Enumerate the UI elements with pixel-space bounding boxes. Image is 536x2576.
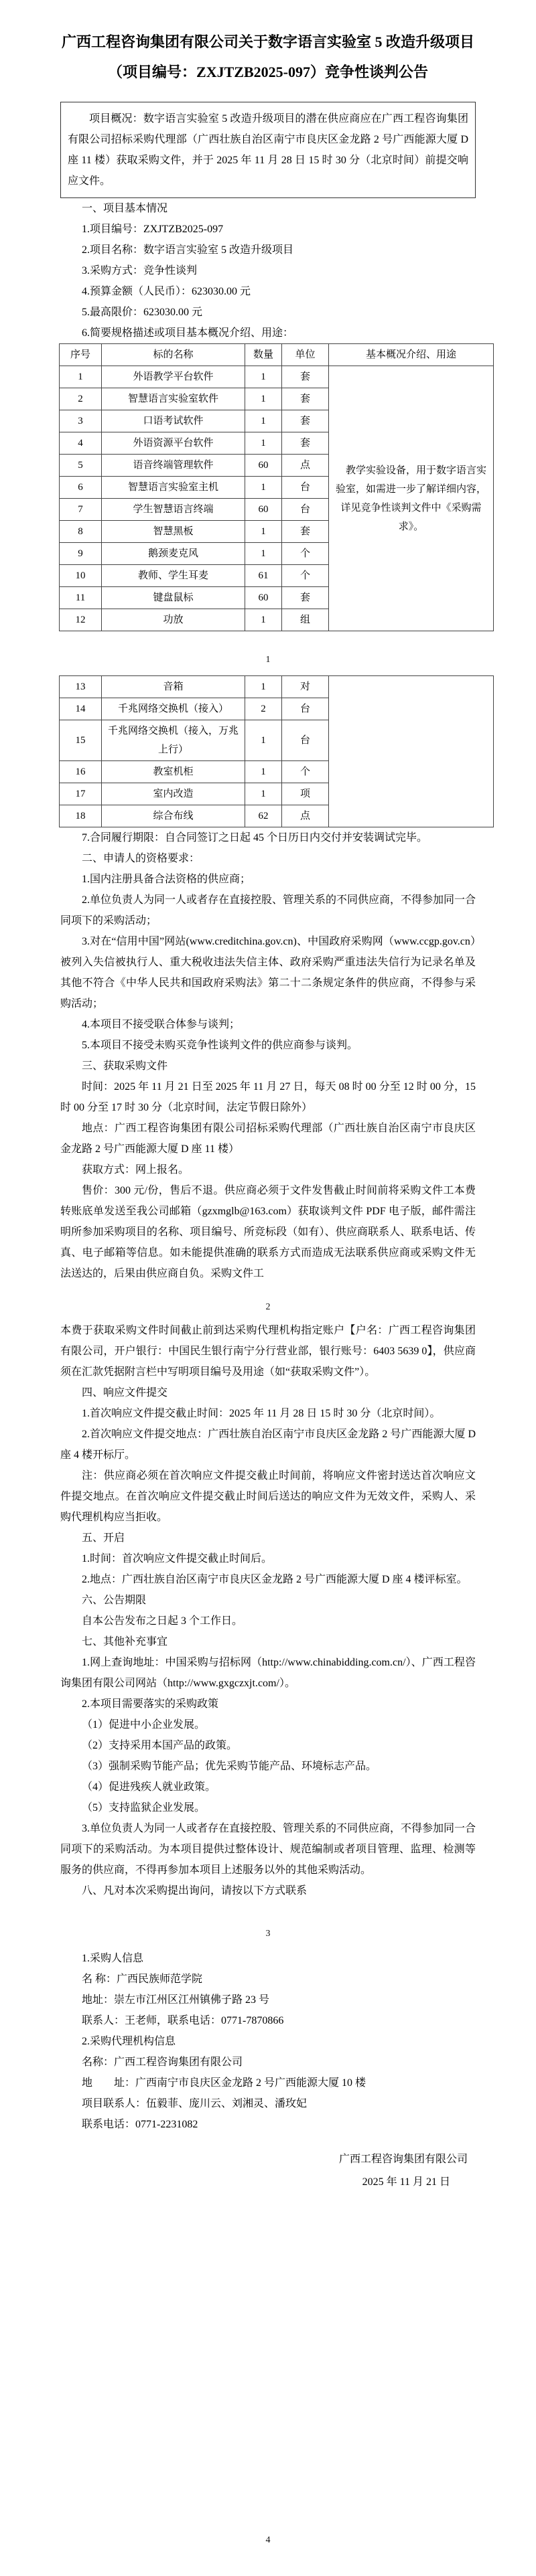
table-row: [60, 366, 494, 388]
page-number-2: 2: [265, 1302, 271, 1312]
opening-time: 1.时间：首次响应文件提交截止时间后。: [82, 1553, 273, 1564]
cell-unit: 个: [282, 543, 329, 565]
cell-qty: 60: [245, 455, 282, 477]
cell-qty: 1: [245, 720, 282, 761]
response-deadline: 1.首次响应文件提交截止时间：2025 年 11 月 28 日 15 时 30 分（北京时间）。: [82, 1408, 441, 1419]
procurement-policy-heading: 2.本项目需要落实的采购政策: [82, 1698, 219, 1710]
cell-qty: 62: [245, 805, 282, 827]
header-seq: 序号: [60, 344, 102, 366]
doc-price-paragraph-continued: 本费于获取采购文件时间截止前到达采购代理机构指定账户【户名：广西工程咨询集团有限公司，开户银行：中国民生银行南宁分行营业部，银行账号：6403 5639 0】，供应商须在汇款凭据附言栏中写明项目编号及用途（如“获取采购文件”）。: [60, 1325, 476, 1378]
cell-qty: 60: [245, 587, 282, 609]
cell-no: 5: [60, 455, 102, 477]
qualification-item: 5.本项目不接受未购买竞争性谈判文件的供应商参与谈判。: [82, 1040, 358, 1051]
page-number-3: 3: [265, 1929, 271, 1939]
signature-block: [60, 2148, 476, 2194]
cell-unit: 点: [282, 455, 329, 477]
cell-unit: 台: [282, 698, 329, 720]
signature-date: 2025 年 11 月 21 日: [362, 2176, 450, 2188]
table-row: [60, 676, 494, 698]
goods-table-page1: [59, 343, 494, 631]
header-qty: 数量: [245, 344, 282, 366]
cell-name: 室内改造: [102, 783, 245, 805]
cell-name: 外语资源平台软件: [102, 432, 245, 455]
cell-unit: 套: [282, 587, 329, 609]
cell-name: 智慧黑板: [102, 521, 245, 543]
cell-no: 7: [60, 499, 102, 521]
cell-unit: 个: [282, 761, 329, 783]
header-desc: 基本概况介绍、用途: [329, 344, 494, 366]
section6-heading: 六、公告期限: [82, 1595, 147, 1606]
item-spec-intro: 6.简要规格描述或项目基本概况介绍、用途：: [82, 327, 294, 339]
policy-item: （1）促进中小企业发展。: [82, 1719, 206, 1730]
cell-qty: 1: [245, 521, 282, 543]
cell-no: 18: [60, 805, 102, 827]
agency-contacts: 项目联系人：伍毅菲、庞川云、刘湘灵、潘玫妃: [82, 2098, 308, 2109]
cell-unit: 组: [282, 609, 329, 631]
cell-unit: 套: [282, 432, 329, 455]
cell-name: 教室机柜: [102, 761, 245, 783]
cell-no: 3: [60, 410, 102, 432]
purchaser-name: 名 称：广西民族师范学院: [82, 1974, 203, 1985]
cell-name: 智慧语言实验室软件: [102, 388, 245, 410]
cell-unit: 点: [282, 805, 329, 827]
cell-name: 千兆网络交换机（接入）: [102, 698, 245, 720]
cell-name: 功放: [102, 609, 245, 631]
item-procurement-method: 3.采购方式：竞争性谈判: [82, 265, 198, 276]
cell-name: 音箱: [102, 676, 245, 698]
cell-qty: 1: [245, 761, 282, 783]
cell-unit: 个: [282, 565, 329, 587]
cell-no: 16: [60, 761, 102, 783]
note-paragraph: 注：供应商必须在首次响应文件提交截止时间前，将响应文件密封送达首次响应文件提交地点。在首次响应文件提交截止时间后送达的响应文件为无效文件，采购人、采购代理机构应当拒收。: [60, 1470, 476, 1523]
cell-name: 鹅颈麦克风: [102, 543, 245, 565]
same-person-restriction: 3.单位负责人为同一人或者存在直接控股、管理关系的不同供应商，不得参加同一合同项下的采购活动。为本项目提供过整体设计、规范编制或者项目管理、监理、检测等服务的供应商，不得再参加本项目上述服务以外的其他采购活动。: [60, 1823, 476, 1876]
cell-name: 学生智慧语言终端: [102, 499, 245, 521]
cell-no: 2: [60, 388, 102, 410]
cell-qty: 1: [245, 543, 282, 565]
cell-no: 11: [60, 587, 102, 609]
title-line-1: 广西工程咨询集团有限公司关于数字语言实验室 5 改造升级项目: [61, 33, 474, 50]
section5-heading: 五、开启: [82, 1532, 125, 1544]
purchaser-address: 地址：崇左市江州区江州镇佛子路 23 号: [82, 1994, 270, 2006]
cell-qty: 2: [245, 698, 282, 720]
project-overview-box: [60, 102, 476, 198]
goods-table-page2: [59, 675, 494, 827]
cell-qty: 1: [245, 609, 282, 631]
announcement-period: 自本公告发布之日起 3 个工作日。: [82, 1615, 243, 1627]
cell-no: 6: [60, 477, 102, 499]
signature-organization: 广西工程咨询集团有限公司: [338, 2154, 468, 2165]
cell-unit: 对: [282, 676, 329, 698]
cell-qty: 60: [245, 499, 282, 521]
cell-name: 外语教学平台软件: [102, 366, 245, 388]
cell-name: 口语考试软件: [102, 410, 245, 432]
policy-item: （5）支持监狱企业发展。: [82, 1802, 206, 1814]
cell-no: 14: [60, 698, 102, 720]
cell-name: 教师、学生耳麦: [102, 565, 245, 587]
cell-no: 12: [60, 609, 102, 631]
cell-unit: 套: [282, 410, 329, 432]
opening-place: 2.地点：广西壮族自治区南宁市良庆区金龙路 2 号广西能源大厦 D 座 4 楼评标室。: [82, 1574, 468, 1585]
qualification-item: 2.单位负责人为同一人或者存在直接控股、管理关系的不同供应商，不得参加同一合同项下的采购活动；: [60, 894, 476, 927]
page-number-1: 1: [265, 655, 271, 665]
section7-heading: 七、其他补充事宜: [82, 1636, 168, 1647]
section4-heading: 四、响应文件提交: [82, 1387, 168, 1398]
item-project-number: 1.项目编号：ZXJTZB2025-097: [82, 224, 224, 235]
cell-unit: 套: [282, 366, 329, 388]
cell-unit: 项: [282, 783, 329, 805]
doc-obtain-place: 地点：广西工程咨询集团有限公司招标采购代理部（广西壮族自治区南宁市良庆区金龙路 2 号广西能源大厦 D 座 11 楼）: [60, 1123, 476, 1155]
cell-unit: 台: [282, 720, 329, 761]
cell-name: 千兆网络交换机（接入，万兆上行）: [102, 720, 245, 761]
qualification-item: 1.国内注册具备合法资格的供应商；: [82, 874, 251, 885]
item-contract-period: 7.合同履行期限：自合同签订之日起 45 个日历日内交付并安装调试完毕。: [82, 832, 428, 843]
item-price-cap: 5.最高限价：623030.00 元: [82, 307, 203, 318]
cell-name: 综合布线: [102, 805, 245, 827]
cell-name: 智慧语言实验室主机: [102, 477, 245, 499]
section3-heading: 三、获取采购文件: [82, 1060, 168, 1072]
cell-qty: 1: [245, 366, 282, 388]
purchaser-info-heading: 1.采购人信息: [82, 1953, 144, 1964]
agency-address: 地 址：广西南宁市良庆区金龙路 2 号广西能源大厦 10 楼: [82, 2077, 366, 2089]
cell-name: 语音终端管理软件: [102, 455, 245, 477]
cell-qty: 1: [245, 410, 282, 432]
cell-no: 4: [60, 432, 102, 455]
item-budget-amount: 4.预算金额（人民币）：623030.00 元: [82, 286, 251, 297]
agency-info-heading: 2.采购代理机构信息: [82, 2036, 176, 2047]
header-name: 标的名称: [102, 344, 245, 366]
cell-no: 17: [60, 783, 102, 805]
page-number-4: 4: [265, 2535, 271, 2545]
doc-obtain-time: 时间：2025 年 11 月 21 日至 2025 年 11 月 27 日，每天 08 时 00 分至 12 时 00 分，15 时 00 分至 17 时 30 分（北京时间，法定节假日除外）: [60, 1081, 476, 1113]
agency-phone: 联系电话：0771-2231082: [82, 2119, 198, 2130]
policy-item: （4）促进残疾人就业政策。: [82, 1781, 216, 1793]
section8-heading: 八、凡对本次采购提出询问，请按以下方式联系: [82, 1885, 308, 1897]
cell-unit: 套: [282, 521, 329, 543]
cell-name: 键盘鼠标: [102, 587, 245, 609]
section2-heading: 二、申请人的资格要求：: [82, 853, 200, 864]
header-unit: 单位: [282, 344, 329, 366]
cell-qty: 1: [245, 432, 282, 455]
cell-no: 13: [60, 676, 102, 698]
section1-heading: 一、项目基本情况: [82, 203, 168, 214]
goods-table-header-row: [60, 344, 494, 366]
policy-item: （3）强制采购节能产品；优先采购节能产品、环境标志产品。: [82, 1761, 377, 1772]
cell-qty: 1: [245, 477, 282, 499]
item-project-name: 2.项目名称：数字语言实验室 5 改造升级项目: [82, 244, 294, 256]
cell-no: 1: [60, 366, 102, 388]
response-place: 2.首次响应文件提交地点：广西壮族自治区南宁市良庆区金龙路 2 号广西能源大厦 D 座 4 楼开标厅。: [60, 1429, 476, 1461]
agency-name: 名称：广西工程咨询集团有限公司: [82, 2057, 243, 2068]
online-query-address: 1.网上查询地址：中国采购与招标网（http://www.chinabidding.com.cn/）、广西工程咨询集团有限公司网站（http://www.gxgczxjt.com/）。: [60, 1657, 476, 1689]
cell-no: 10: [60, 565, 102, 587]
cell-qty: 1: [245, 388, 282, 410]
cell-qty: 1: [245, 783, 282, 805]
cell-no: 8: [60, 521, 102, 543]
qualification-item: 3.对在“信用中国”网站(www.creditchina.gov.cn)、中国政府采购网（www.ccgp.gov.cn）被列入失信被执行人、重大税收违法失信主体、政府采购严重违法失信行为记录名单及其他不符合《中华人民共和国政府采购法》第二十二条规定条件的供应商，不得参与采购活动；: [60, 936, 476, 1010]
qualification-item: 4.本项目不接受联合体参与谈判；: [82, 1019, 241, 1030]
project-overview-text: 项目概况：数字语言实验室 5 改造升级项目的潜在供应商应在广西工程咨询集团有限公司招标采购代理部（广西壮族自治区南宁市良庆区金龙路 2 号广西能源大厦 D 座 11 楼）获取采购文件，并于 2025 年 11 月 28 日 15 时 30 分（北京时间）前提交响应文件。: [68, 113, 468, 187]
cell-unit: 台: [282, 499, 329, 521]
cell-unit: 台: [282, 477, 329, 499]
doc-obtain-method: 获取方式：网上报名。: [82, 1164, 190, 1176]
document-title: [60, 27, 476, 87]
doc-price-paragraph: 售价：300 元/份，售后不退。供应商必须于文件发售截止时间前将采购文件工本费转账底单发送至我公司邮箱（gzxmglb@163.com）获取谈判文件 PDF 电子版，邮件需注明所参加采购项目的名称、项目编号、所竞标段（如有）、供应商联系人、联系电话、传真、电子邮箱等信息。如未能提供准确的联系方式而造成无法联系供应商或采购文件无法送达的，后果由供应商自负。采购文件工: [60, 1185, 476, 1279]
cell-no: 15: [60, 720, 102, 761]
policy-item: （2）支持采用本国产品的政策。: [82, 1740, 238, 1751]
cell-unit: 套: [282, 388, 329, 410]
goods-desc-cell: 教学实验设备，用于数字语言实验室，如需进一步了解详细内容，详见竞争性谈判文件中《采购需求》。: [329, 366, 494, 631]
cell-no: 9: [60, 543, 102, 565]
title-line-2: （项目编号：ZXJTZB2025-097）竞争性谈判公告: [108, 64, 428, 80]
purchaser-contact: 联系人：王老师，联系电话：0771-7870866: [82, 2015, 284, 2026]
cell-qty: 61: [245, 565, 282, 587]
cell-qty: 1: [245, 676, 282, 698]
goods-desc-empty-cell: [329, 676, 494, 827]
